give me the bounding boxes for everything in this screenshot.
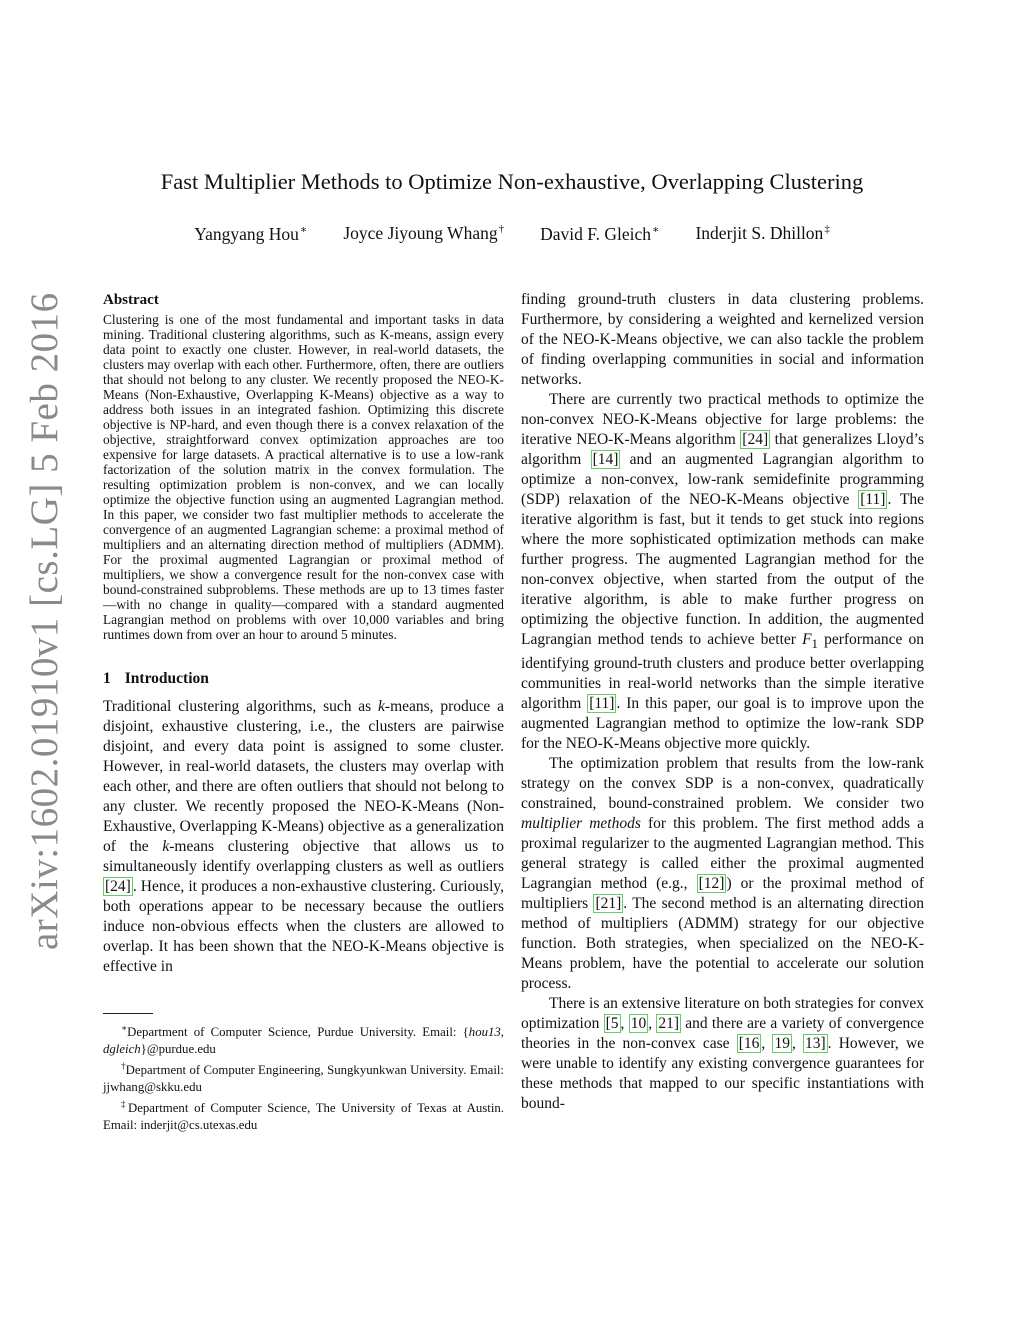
footnote: †Department of Computer Engineering, Sungkyunkwan University. Email: jjwhang@skku.edu (103, 1061, 504, 1094)
citation-link[interactable]: [5 (605, 1015, 619, 1033)
author: David F. Gleich∗ (540, 224, 660, 244)
arxiv-identifier: arXiv:1602.01910v1 [cs.LG] 5 Feb 2016 (23, 292, 66, 950)
left-column (103, 290, 504, 1134)
abstract-text: Clustering is one of the most fundamental and important tasks in data mining. Traditional clustering algorithms, such as K-means, assign every data point to exactly one cluster. However, in real-world datasets, the clusters may overlap with each other. Furthermore, often, there are outliers that should not belong to any cluster. We recently proposed the NEO-K-Means (Non-Exhaustive, Overlapping K-Means) objective as a way to address both issues in an integrated fashion. Optimizing this discrete objective is NP-hard, and even though there is a convex relaxation of the objective, straightforward convex optimization approaches are too expensive for large datasets. A practical alternative is to use a low-rank factorization of the solution matrix in the convex formulation. The resulting optimization problem is non-convex, and we can locally optimize the objective function using an augmented Lagrangian method. In this paper, we consider two fast multiplier methods to accelerate the convergence of an augmented Lagrangian scheme: a proximal method of multipliers and an alternating direction method of multipliers (ADMM). For the proximal augmented Lagrangian or proximal method of multipliers, we show a convergence result for the non-convex case with bound-constrained subproblems. These methods are up to 13 times faster—with no change in quality—compared with a standard augmented Lagrangian method on problems with over 10,000 variables and bring runtimes down from over an hour to around 5 minutes. (103, 312, 504, 642)
paper-title: Fast Multiplier Methods to Optimize Non-exhaustive, Overlapping Clustering (160, 169, 864, 194)
citation-link[interactable]: 13] (805, 1035, 826, 1053)
citation-link[interactable]: [11] (589, 695, 615, 713)
body-paragraph: finding ground-truth clusters in data clustering problems. Furthermore, by considering a weighted and kernelized version of the NEO-K-Means objective, we can also tackle the problem of finding overlapping communities in social and information networks. (521, 291, 924, 388)
citation-link[interactable]: [16 (738, 1035, 760, 1053)
citation-link[interactable]: [21] (595, 895, 622, 913)
citation-link[interactable]: [14] (592, 451, 619, 468)
body-paragraph: There is an extensive literature on both strategies for convex optimization [5 , 10 , 21] and there are a variety of convergence theories in the non-convex case [16 , 19 , 13] . However, we were unable to identify any existing convergence guarantees for these methods that mapped to our specific instantiations with bound- (521, 995, 925, 1113)
abstract-heading: Abstract (103, 292, 159, 308)
citation-link[interactable]: [11] (860, 491, 886, 508)
citation-link[interactable]: 21] (658, 1015, 679, 1033)
footnote-divider (103, 1013, 153, 1014)
footnote: ∗Department of Computer Science, Purdue University. Email: {hou13, dgleich}@purdue.edu (103, 1023, 504, 1056)
body-paragraph: The optimization problem that results from the low-rank strategy on the convex SDP is a non-convex, quadratically constrained, bound-constrained problem. We consider two multiplier methods for this problem. The first method adds a proximal regularizer to the augmented Lagrangian method. This general strategy is called either the proximal augmented Lagrangian method (e.g., [12] ) or the proximal method of multipliers [21] . The second method is an alternating direction method of multipliers (ADMM) strategy for our objective function. Both strategies, when specialized on the NEO-K-Means problem, have the potential to accelerate our solution process. (521, 755, 925, 993)
author: Yangyang Hou∗ (194, 224, 308, 244)
right-column (521, 290, 924, 1114)
section-heading-introduction: 1 Introduction (103, 670, 209, 687)
citation-link[interactable]: 10 (630, 1015, 647, 1033)
body-paragraph: There are currently two practical methods to optimize the non-convex NEO-K-Means objective for large problems: the iterative NEO-K-Means algorithm [24] that generalizes Lloyd’s algorithm [14] and an augmented Lagrangian algorithm to optimize a non-convex, low-rank semidefinite programming (SDP) relaxation of the NEO-K-Means objective [11] . The iterative algorithm is fast, but it tends to get stuck into regions where the more sophisticated optimization methods can make further progress. The augmented Lagrangian method for the non-convex objective, when started from the output of the iterative algorithm, is able to make further progress on optimizing the objective function. In addition, the augmented Lagrangian method tends to achieve better $F_1$ performance on identifying ground-truth clusters and produce better overlapping communities in real-world networks than the simple iterative algorithm [11] . In this paper, our goal is to improve upon the augmented Lagrangian method to optimize the low-rank SDP for the NEO-K-Means objective more quickly. (521, 391, 924, 753)
citation-link[interactable]: [24] (105, 878, 131, 895)
citation-link[interactable]: 19 (774, 1035, 790, 1053)
intro-paragraph: Traditional clustering algorithms, such as k-means, produce a disjoint, exhaustive clustering, i.e., the clusters are pairwise disjoint, and every data point is assigned to some cluster. However, in real-world datasets, the clusters may overlap with each other, and there are often outliers that should not belong to any cluster. We recently proposed the NEO-K-Means (Non-Exhaustive, Overlapping K-Means) objective as a generalization of the k-means clustering objective that allows us to simultaneously identify overlapping clusters as well as outliers [24] . Hence, it produces a non-exhaustive clustering. Curiously, both operations appear to be necessary because the outliers induce non-obvious effects when the clusters are allowed to overlap. It has been shown that the NEO-K-Means objective is effective in (103, 698, 504, 975)
author: Inderjit S. Dhillon‡ (695, 223, 830, 243)
author-list (0, 223, 1024, 245)
author: Joyce Jiyoung Whang† (343, 223, 505, 243)
footnote: ‡Department of Computer Science, The University of Texas at Austin. Email: inderjit@cs.utexas.edu (103, 1099, 504, 1132)
citation-link[interactable]: [12] (698, 875, 725, 893)
citation-link[interactable]: [24] (742, 431, 769, 448)
